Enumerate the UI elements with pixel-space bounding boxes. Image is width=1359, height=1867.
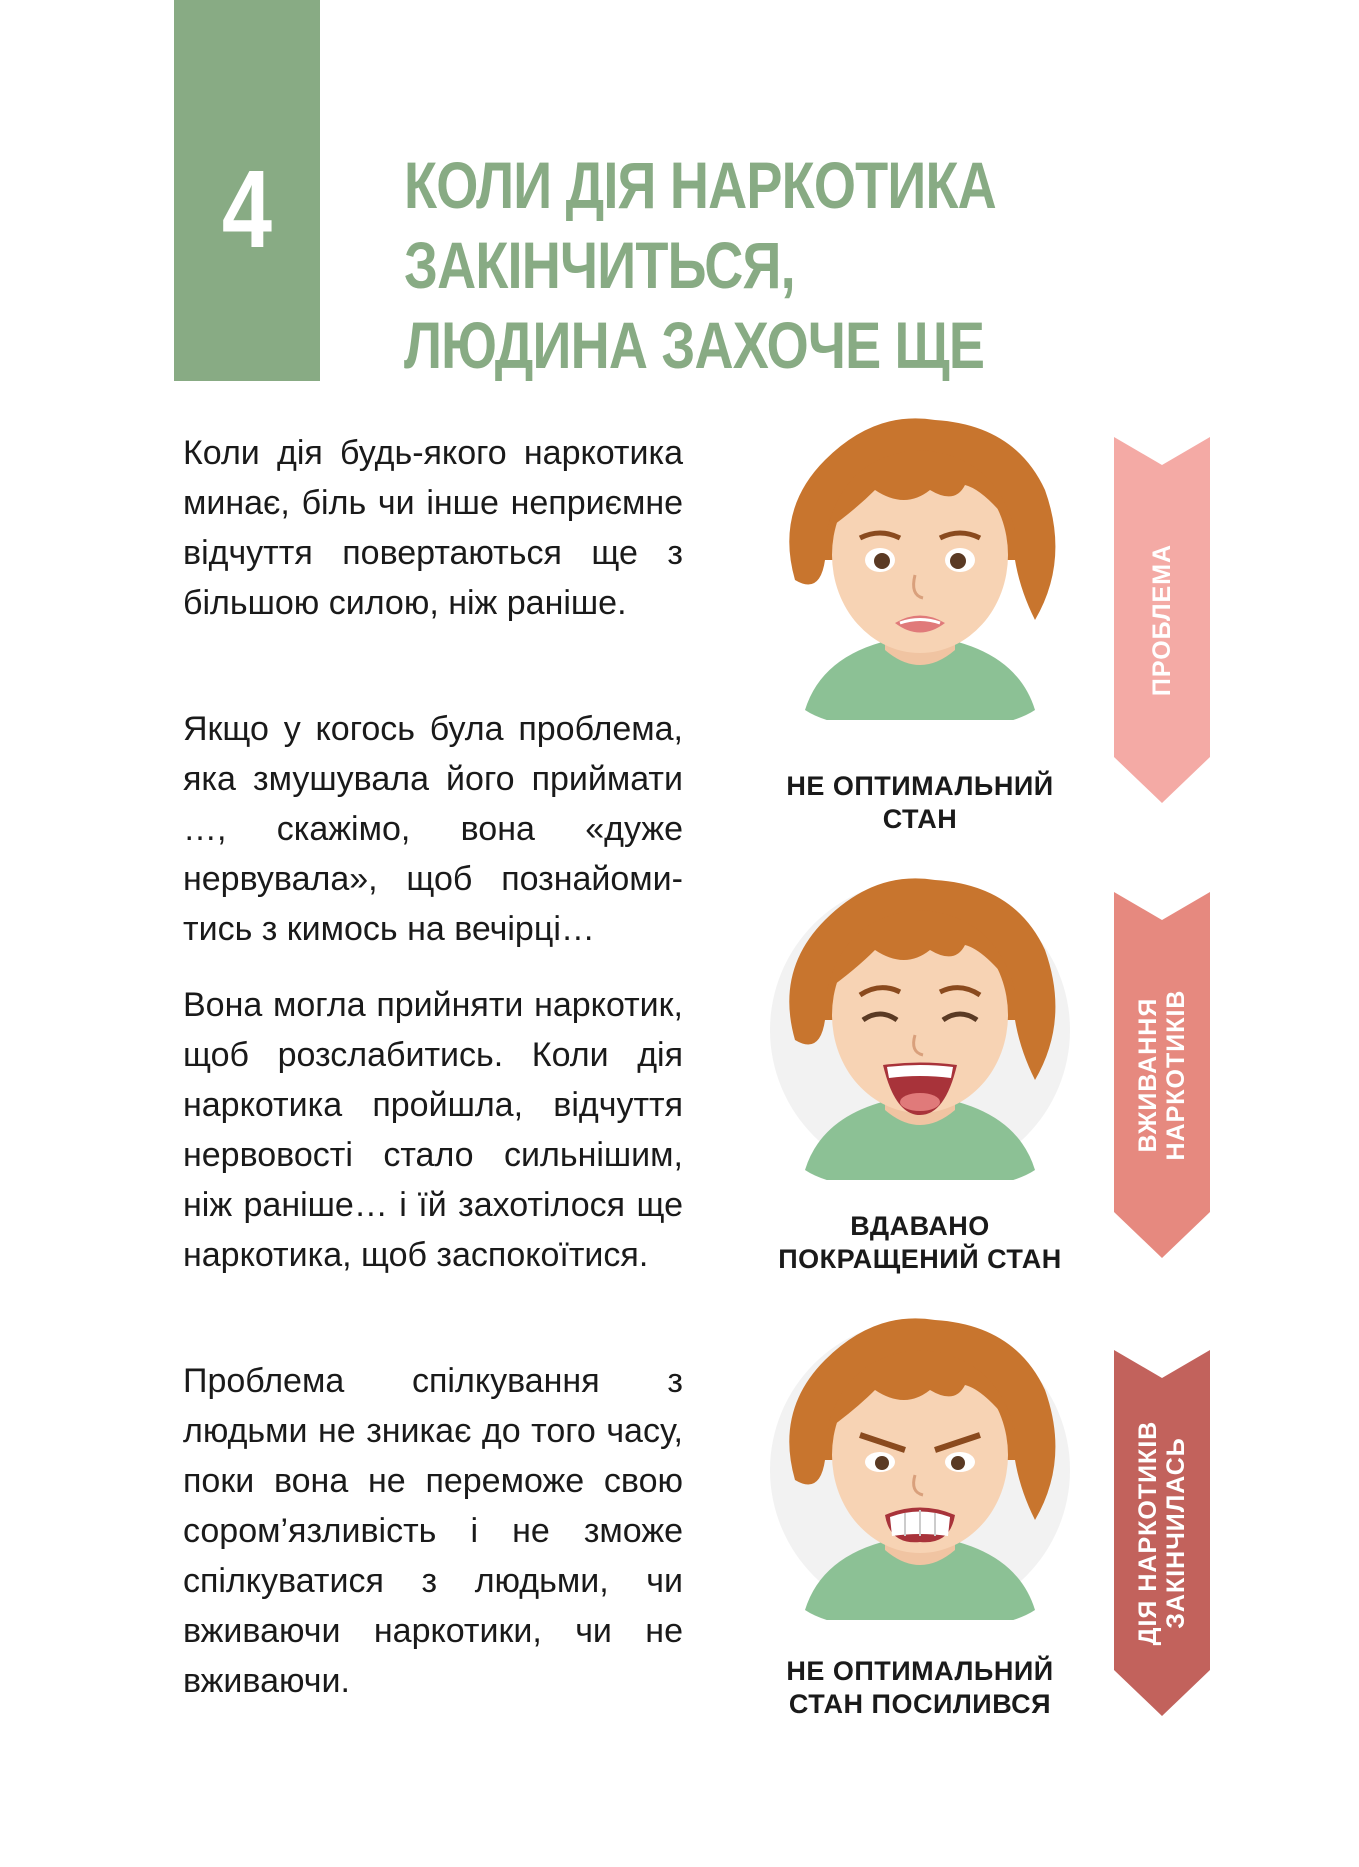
state-caption: [750, 1655, 1090, 1721]
caption-line: НЕ ОПТИМАЛЬНИЙ: [786, 771, 1054, 801]
paragraph: Проблема спілкування з людьми не зникає до того часу, поки вона не переможе свою сором’язливість і не зможе спілкуватися з людьми, чи вживаючи наркотики, чи не вживаючи.: [183, 1362, 683, 1700]
ribbon-drug-use: [1114, 892, 1210, 1258]
title-line: ЗАКІНЧИТЬСЯ,: [404, 228, 795, 302]
paragraph: Коли дія будь-якого наркотика минає, біль чи інше неприємне відчуття повертаються ще з більшою силою, ніж раніше.: [183, 434, 683, 622]
ribbon-label-line: ПРОБЛЕМА: [1148, 543, 1176, 697]
ribbon-label-line: НАРКОТИКІВ: [1162, 989, 1190, 1161]
paragraph: Якщо у когось була проблема, яка змушувала його приймати …, скажімо, вона «дуже нервувала», щоб познайомитись з кимось на вечірці…: [183, 710, 683, 948]
face-illustration-upset: [765, 410, 1075, 720]
title-line: КОЛИ ДІЯ НАРКОТИКА: [404, 148, 996, 222]
ribbon-problem: [1114, 437, 1210, 803]
paragraph: Вона могла прийняти наркотик, щоб розслабитись. Коли дія наркотика пройшла, відчуття нервовості стало сильнішим, ніж раніше… і їй захотілося ще наркотика, щоб заспокоїтися.: [183, 986, 683, 1274]
page-title: [404, 145, 1060, 385]
caption-line: ВДАВАНО: [850, 1211, 990, 1241]
ribbon-label-line: ВЖИВАННЯ: [1134, 997, 1162, 1153]
body-text: [183, 428, 683, 1732]
section-number: 4: [221, 148, 273, 271]
caption-line: СТАН: [882, 804, 958, 834]
section-number-block: [174, 0, 320, 381]
caption-line: ПОКРАЩЕНИЙ СТАН: [778, 1244, 1062, 1274]
upset-girl-icon: [765, 410, 1075, 720]
state-caption: [750, 1210, 1090, 1276]
ribbon-label: [1148, 544, 1176, 696]
title-line: ЛЮДИНА ЗАХОЧЕ ЩЕ: [404, 308, 985, 382]
laughing-girl-icon: [765, 870, 1075, 1180]
state-caption: [750, 770, 1090, 836]
angry-girl-icon: [765, 1310, 1075, 1620]
ribbon-label-line: ДІЯ НАРКОТИКІВ: [1134, 1420, 1162, 1646]
ribbon-effect-ended: [1114, 1350, 1210, 1716]
caption-line: СТАН ПОСИЛИВСЯ: [788, 1689, 1052, 1719]
caption-line: НЕ ОПТИМАЛЬНИЙ: [786, 1656, 1054, 1686]
ribbon-label: [1134, 1421, 1190, 1646]
ribbon-label-line: ЗАКІНЧИЛАСЬ: [1162, 1437, 1190, 1629]
face-illustration-laughing: [765, 870, 1075, 1180]
ribbon-label: [1134, 990, 1190, 1161]
face-illustration-angry: [765, 1310, 1075, 1620]
